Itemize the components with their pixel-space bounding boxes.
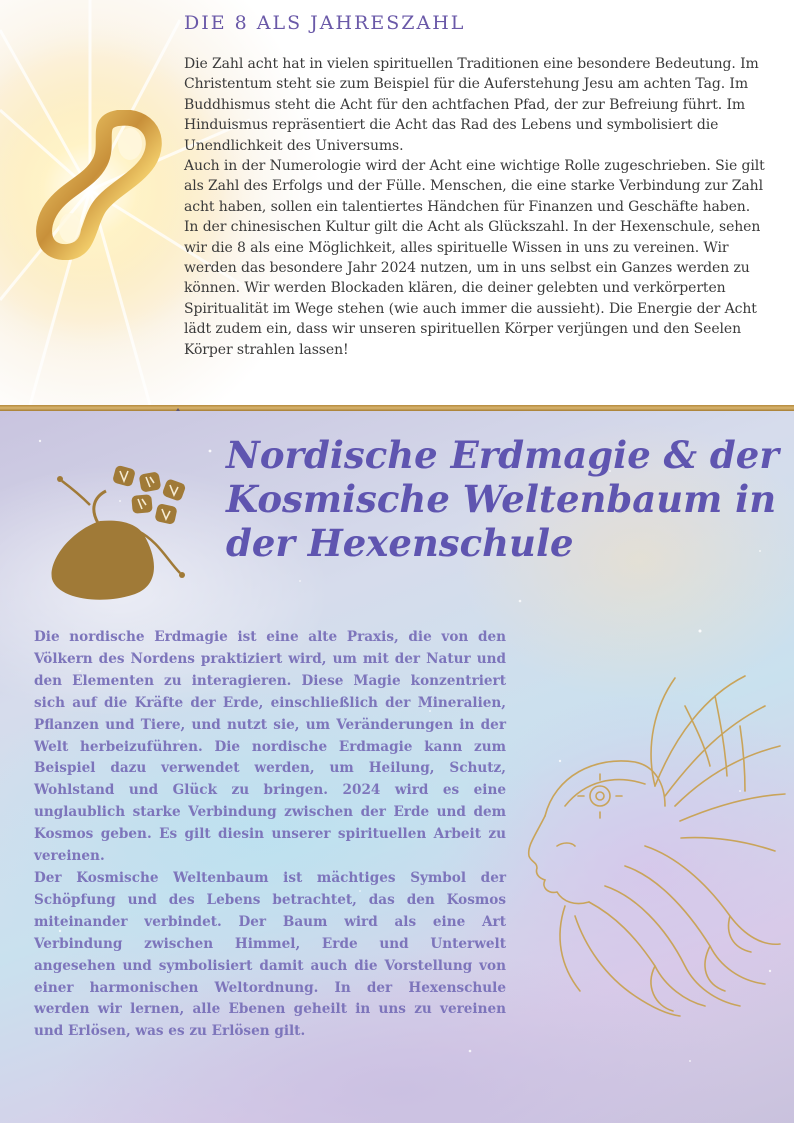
- rune-pouch-icon: [40, 461, 190, 611]
- section-heading: Nordische Erdmagie & der Kosmische Weltenbaum in der Hexenschule: [226, 433, 779, 565]
- page-title: DIE 8 ALS JAHRESZAHL: [184, 12, 466, 34]
- paragraph: In der chinesischen Kultur gilt die Acht als Glückszahl. In der Hexenschule, sehen wir die 8 als eine Möglichkeit, alles spirituelle Wissen in uns zu vereinen. Wir werden das besondere Jahr 2024 nutzen, um in uns selbst ein Ganzes werden zu können. Wir werden Blockaden klären, die deiner gelebten und verkörperten Spiritualität im Wege stehen (wie auch immer die aussieht). Die Energie der Acht lädt zudem ein, dass wir unseren spirituellen Körper verjüngen und den Seelen Körper strahlen lassen!: [184, 219, 761, 358]
- golden-eight-icon: [30, 110, 170, 260]
- numerology-section: [0, 0, 794, 405]
- winged-goddess-icon: [505, 666, 790, 1026]
- earth-magic-text: [34, 627, 506, 1043]
- earth-magic-section: [0, 411, 794, 1123]
- paragraph: Die nordische Erdmagie ist eine alte Praxis, die von den Völkern des Nordens praktiziert wird, um mit der Natur und den Elementen zu interagieren. Diese Magie konzentriert sich auf die Kräfte der Erde, einschließlich der Mineralien, Pflanzen und Tiere, und nutzt sie, um Veränderungen in der Welt herbeizuführen. Die nordische Erdmagie kann zum Beispiel dazu verwendet werden, um Heilung, Schutz, Wohlstand und Glück zu bringen. 2024 wird es eine unglaublich starke Verbindung zwischen der Erde und dem Kosmos geben. Es gilt diesin unserer spirituellen Arbeit zu vereinen.: [34, 629, 506, 865]
- paragraph: Der Kosmische Weltenbaum ist mächtiges Symbol der Schöpfung und des Lebens betrachtet, das den Kosmos miteinander verbindet. Der Baum wird als eine Art Verbindung zwischen Himmel, Erde und Unterwelt angesehen und symbolisiert damit auch die Vorstellung von einer harmonischen Weltordnung. In der Hexenschule werden wir lernen, alle Ebenen geheilt in uns zu vereinen und Erlösen, was es zu Erlösen gilt.: [34, 869, 506, 1040]
- paragraph: Auch in der Numerologie wird der Acht eine wichtige Rolle zugeschrieben. Sie gilt als Zahl des Erfolgs und der Fülle. Menschen, die eine starke Verbindung zur Zahl acht haben, sollen ein talentiertes Händchen für Finanzen und Geschäfte haben.: [184, 158, 765, 215]
- numerology-text: [184, 54, 774, 360]
- paragraph: Die Zahl acht hat in vielen spirituellen Traditionen eine besondere Bedeutung. Im Christentum steht sie zum Beispiel für die Auferstehung Jesu am achten Tag. Im Buddhismus steht die Acht für den achtfachen Pfad, der zur Befreiung führt. Im Hinduismus repräsentiert die Acht das Rad des Lebens und symbolisiert die Unendlichkeit des Universums.: [184, 56, 759, 154]
